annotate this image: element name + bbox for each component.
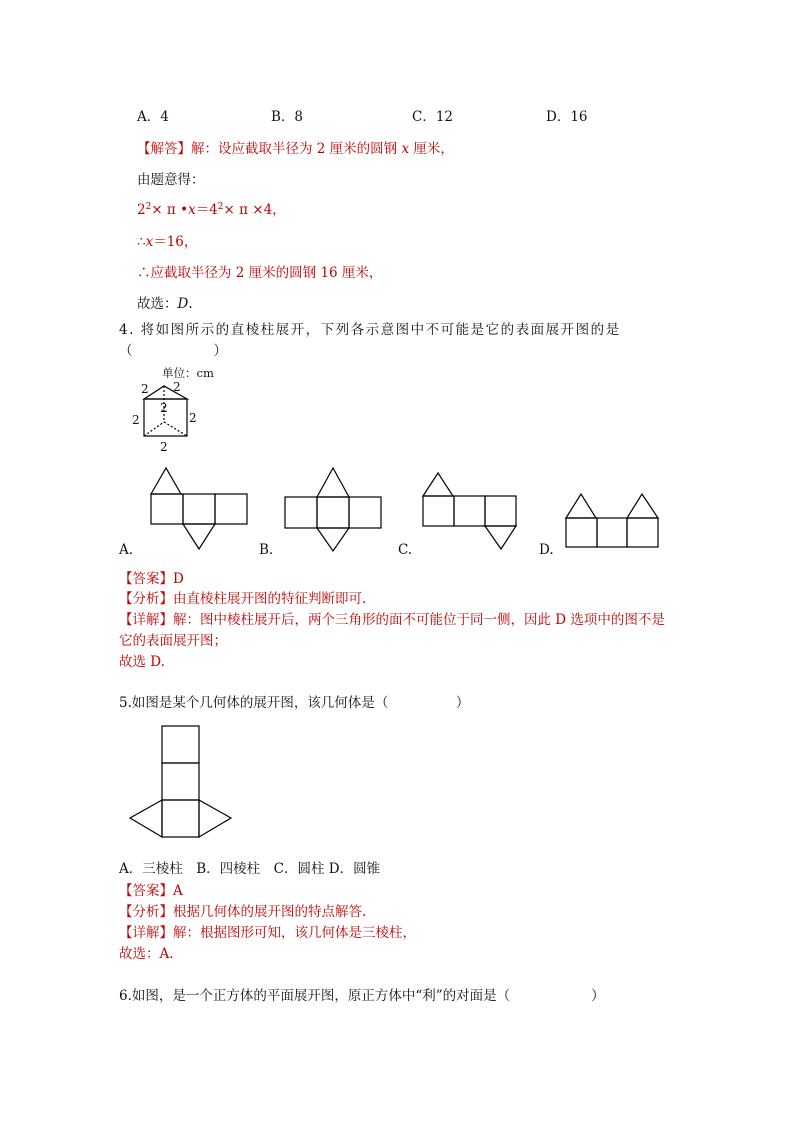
q3-answer-tag: 【解答】 [137, 141, 191, 157]
q4-option-label-d: D. [539, 542, 554, 558]
q4-detail-line1 [119, 608, 665, 628]
q4-net-c [422, 472, 522, 552]
q5-answer-value: A [173, 883, 183, 899]
q4-detail-text1: 解：图中棱柱展开后，两个三角形的面不可能位于同一侧，因此 D 选项中的图不是 [173, 612, 665, 628]
q4-net-b [284, 467, 384, 552]
prism-bottom-right [164, 422, 187, 436]
q4-net-a [150, 467, 250, 552]
net-c-face-3 [485, 496, 516, 526]
q3-option-a: A．4 [137, 109, 169, 125]
net-b-face-3 [349, 497, 381, 528]
q4-analysis-tag: 【分析】 [119, 591, 173, 607]
q3-option-d: D．16 [546, 109, 588, 125]
net-c-face-1 [423, 496, 454, 526]
q3-eq-end: × π ×4， [223, 202, 286, 218]
q3-eq-base: 2 [137, 202, 146, 218]
net-c-top-triangle [423, 473, 453, 496]
net-a-face-3 [215, 494, 247, 524]
q3-answer-text: 解：设应截取半径为 2 厘米的圆钢 [191, 141, 402, 157]
q4-answer-tag: 【答案】 [119, 571, 173, 587]
net-a-top-triangle [151, 468, 181, 494]
q3-therefore: ∴ [137, 234, 146, 250]
q4-analysis-line [119, 587, 366, 607]
net-a-face-1 [151, 494, 183, 524]
q5-net-figure [128, 725, 238, 840]
q5-right-triangle [199, 800, 231, 837]
q4-dim-inner: 2 [160, 401, 168, 415]
q5-square-bottom [162, 800, 199, 837]
q4-dim-top-right: 2 [173, 380, 181, 394]
prism-bottom-left [144, 422, 164, 436]
q5-analysis-tag: 【分析】 [119, 904, 173, 920]
q3-line6 [137, 292, 193, 312]
q3-line4-val: ＝16， [153, 234, 198, 250]
q5-analysis-line [119, 900, 366, 920]
q4-dim-left: 2 [132, 413, 140, 427]
q5-question: 5.如图是某个几何体的展开图，该几何体是（ ） [119, 695, 470, 711]
q5-square-top [162, 726, 199, 763]
q5-answer-tag: 【答案】 [119, 883, 173, 899]
q3-eq-var: x [188, 202, 196, 218]
q3-answer-line [137, 137, 454, 157]
net-c-face-2 [454, 496, 485, 526]
net-a-bottom-triangle [183, 524, 215, 549]
q3-answer-unit: 厘米， [409, 141, 454, 157]
q4-option-label-a: A. [119, 542, 134, 558]
q3-choose-val: D [177, 296, 189, 312]
q3-line4-var: x [145, 234, 154, 250]
net-a-face-2 [183, 494, 215, 524]
q5-analysis-text: 根据几何体的展开图的特点解答. [173, 904, 367, 920]
net-d-right-triangle [627, 494, 658, 518]
q5-detail-tag: 【详解】 [119, 925, 173, 941]
q4-question-line2: （ ） [119, 343, 227, 359]
q4-dim-bottom: 2 [160, 440, 168, 454]
q4-dim-top-left: 2 [141, 382, 149, 396]
q3-eq-exp1: 2 [145, 202, 152, 212]
q5-left-triangle [130, 800, 162, 837]
q4-detail-line2: 它的表面展开图； [119, 633, 227, 649]
q4-detail-tag: 【详解】 [119, 612, 173, 628]
q5-conclusion: 故选：A. [119, 946, 174, 962]
q3-choose: 故选： [137, 296, 178, 312]
net-b-face-1 [285, 497, 317, 528]
net-d-face-3 [627, 518, 658, 547]
net-d-face-2 [597, 518, 627, 547]
q3-equation [137, 198, 286, 218]
q3-choose-dot: . [188, 296, 193, 312]
q3-line4 [137, 230, 197, 250]
q4-answer-value: D [173, 571, 184, 587]
q4-answer-line [119, 567, 184, 587]
q4-net-d [565, 493, 665, 553]
q4-conclusion: 故选 D. [119, 654, 165, 670]
net-b-face-2 [317, 497, 349, 528]
q3-option-b: B．8 [271, 109, 304, 125]
q3-answer-var: x [401, 141, 410, 157]
q4-option-label-b: B. [259, 542, 274, 558]
q3-line2: 由题意得： [137, 172, 205, 188]
q5-detail-text: 解：根据图形可知，该几何体是三棱柱， [173, 925, 416, 941]
q4-analysis-text: 由直棱柱展开图的特征判断即可. [173, 591, 367, 607]
q5-answer-line [119, 879, 183, 899]
q3-eq-exp2: 2 [217, 202, 224, 212]
net-d-left-triangle [566, 494, 596, 518]
q4-unit-label: 单位：cm [162, 366, 214, 380]
q3-line5: ∴应截取半径为 2 厘米的圆钢 16 厘米， [137, 265, 383, 281]
q3-option-c: C．12 [412, 109, 454, 125]
net-d-face-1 [566, 518, 597, 547]
q6-question: 6.如图，是一个正方体的平面展开图，原正方体中“利”的对面是（ ） [119, 988, 605, 1004]
q5-options: A．三棱柱 B．四棱柱 C．圆柱 D．圆锥 [119, 861, 381, 877]
q4-option-label-c: C. [398, 542, 413, 558]
q3-eq-eq: ＝4 [195, 202, 218, 218]
net-b-top-triangle [317, 468, 349, 497]
q3-eq-mid: × π • [151, 202, 189, 218]
net-b-bottom-triangle [317, 528, 349, 551]
q5-square-middle [162, 763, 199, 800]
q5-detail-line [119, 921, 416, 941]
q4-dim-right: 2 [189, 411, 197, 425]
q4-question-line1: 4. 将如图所示的直棱柱展开，下列各示意图中不可能是它的表面展开图的是 [119, 322, 621, 338]
net-c-bottom-triangle [485, 526, 516, 549]
